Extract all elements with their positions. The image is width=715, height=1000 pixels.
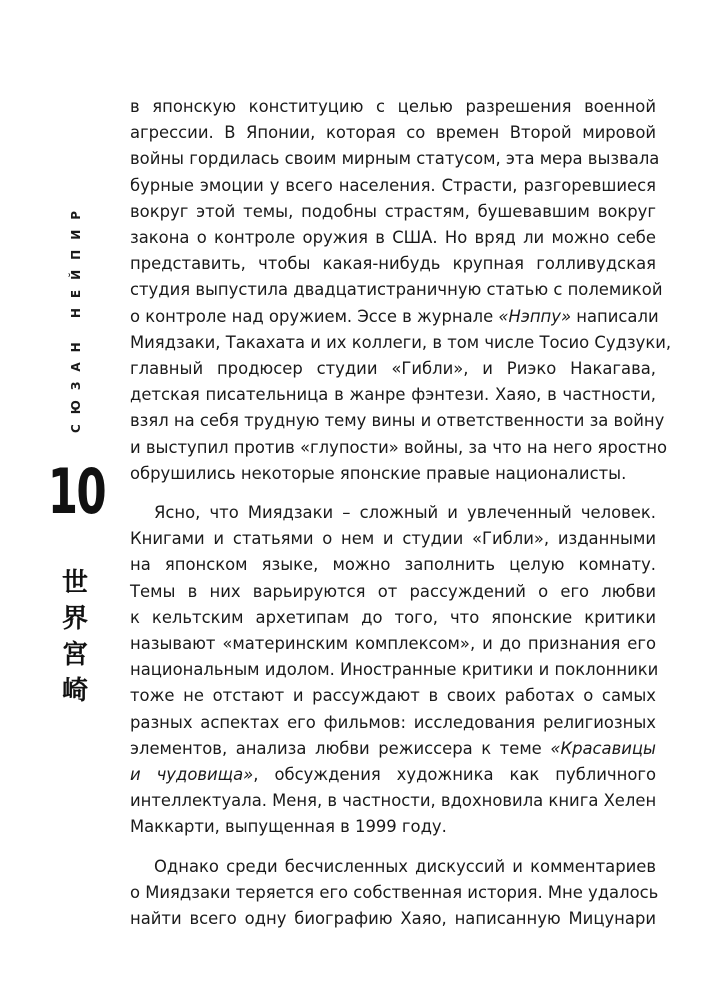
kanji-char: 界 — [61, 604, 88, 634]
running-head-title-kanji — [55, 568, 95, 706]
text-line: закона о контроле оружия в США. Но вряд ли можно себе — [130, 228, 656, 248]
text-line: Темы в них варьируются от рассуждений о его любви — [130, 581, 656, 601]
text-line: детская писательница в жанре фэнтези. Хаяо, в частности, — [130, 385, 656, 405]
body-text — [130, 94, 672, 932]
text-segment: , обсуждения художника как публичного — [253, 765, 656, 785]
text-line: Книгами и статьями о нем и студии «Гибли», изданными — [130, 529, 656, 549]
text-line: Ясно, что Миядзаки – сложный и увлеченный человек. — [154, 503, 656, 523]
paragraph — [130, 854, 659, 933]
text-segment: элементов, анализа любви режиссера к теме — [130, 738, 551, 758]
text-segment: о контроле над оружием. Эссе в журнале — [130, 306, 499, 326]
text-line: главный продюсер студии «Гибли», и Риэко Накагава, — [130, 359, 656, 379]
text-line: Миядзаки, Такахата и их коллеги, в том числе Тосио Судзуки, — [130, 332, 672, 352]
text-line: студия выпустила двадцатистраничную статью с полемикой — [130, 280, 663, 300]
text-line: агрессии. В Японии, которая со времен Второй мировой — [130, 123, 656, 143]
journal-title: «Нэппу» — [498, 306, 572, 326]
text-line: в японскую конституцию с целью разрешения военной — [130, 97, 656, 116]
text-line — [130, 304, 659, 330]
text-line: называют «материнским комплексом», и до признания его — [130, 634, 656, 654]
text-line: Маккарти, выпущенная в 1999 году. — [130, 817, 447, 837]
text-line: на японском языке, можно заполнить целую комнату. — [130, 555, 656, 575]
text-line: представить, чтобы какая-нибудь крупная голливудская — [130, 254, 656, 274]
film-title-part: «Красавицы — [550, 738, 656, 758]
page-number: 10 — [47, 455, 106, 528]
text-line: тоже не отстают и рассуждают в своих работах о самых — [130, 686, 656, 706]
text-line: Однако среди бесчисленных дискуссий и комментариев — [154, 856, 656, 876]
text-line: найти всего одну биографию Хаяо, написанную Мицунари — [130, 909, 656, 929]
text-line: о Миядзаки теряется его собственная история. Мне удалось — [130, 882, 659, 902]
text-line: бурные эмоции у всего населения. Страсти, разгоревшиеся — [130, 175, 656, 195]
text-line: разных аспектах его фильмов: исследования религиозных — [130, 712, 656, 732]
text-line: и выступил против «глупости» войны, за что на него яростно — [130, 437, 668, 457]
text-line: национальным идолом. Иностранные критики и поклонники — [130, 660, 659, 680]
text-line: обрушились некоторые японские правые националисты. — [130, 463, 627, 483]
kanji-char: 世 — [61, 568, 88, 598]
text-line — [130, 736, 656, 762]
text-segment: написали — [571, 306, 659, 326]
paragraph — [130, 94, 672, 487]
kanji-char: 崎 — [61, 676, 88, 706]
text-line — [130, 762, 656, 788]
text-line: интеллектуала. Меня, в частности, вдохновила книга Хелен — [130, 791, 657, 811]
paragraph — [130, 500, 659, 841]
author-name: СЮЗАН НЕЙПИР — [69, 200, 83, 434]
text-line: взял на себя трудную тему вины и ответственности за войну — [130, 411, 665, 431]
text-line: к кельтским архетипам до того, что японские критики — [130, 607, 656, 627]
kanji-char: 宮 — [61, 640, 88, 670]
text-line: вокруг этой темы, подобны страстям, бушевавшим вокруг — [130, 201, 656, 221]
running-head-author — [56, 200, 96, 434]
text-line: войны гордилась своим мирным статусом, эта мера вызвала — [130, 149, 660, 169]
film-title-part: и чудовища» — [130, 765, 254, 785]
